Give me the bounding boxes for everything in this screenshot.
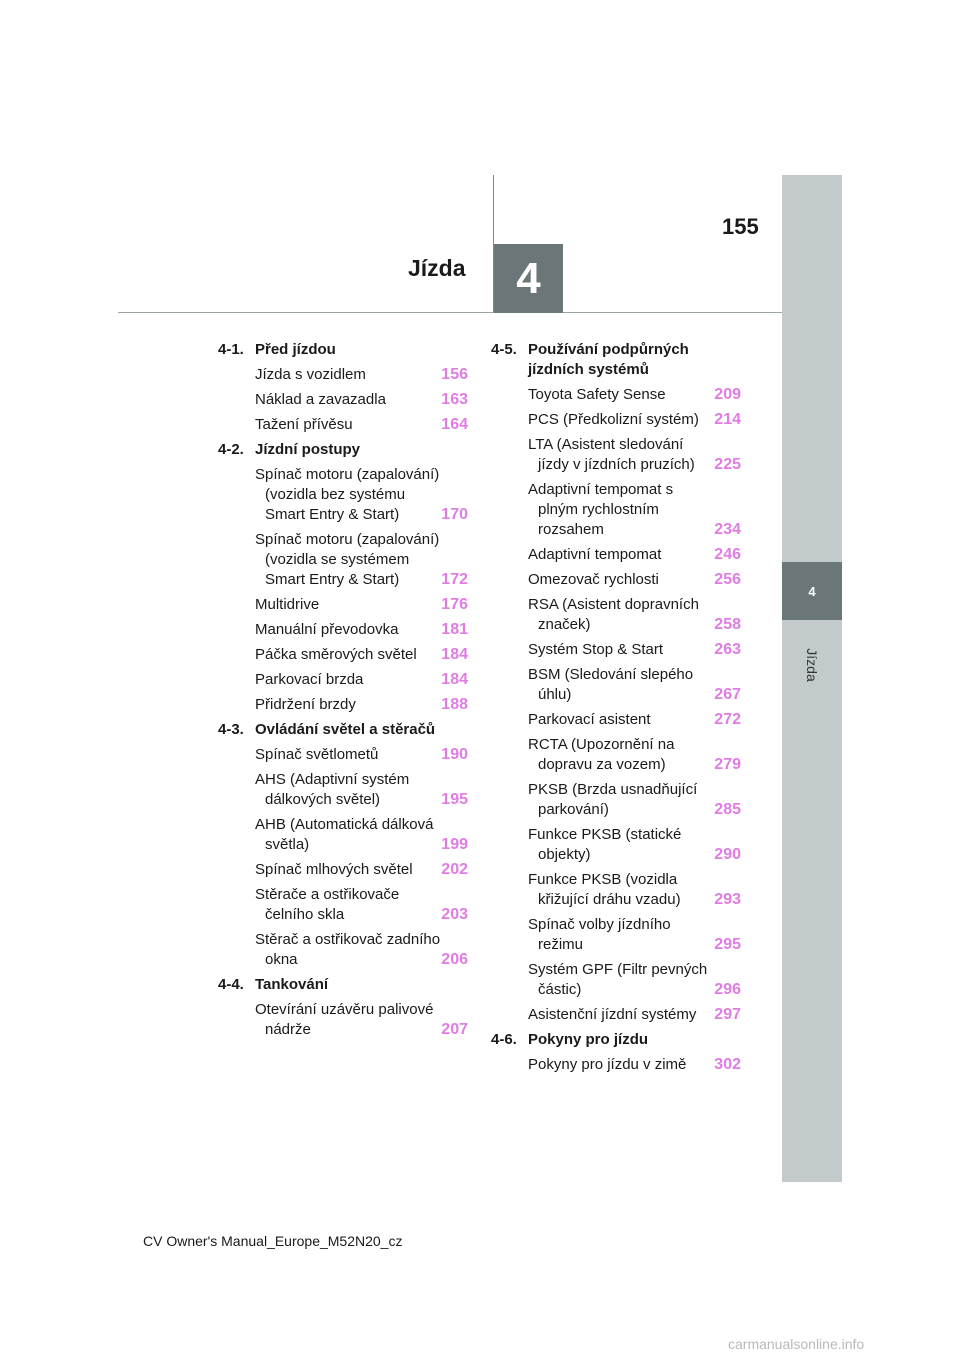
toc-entry-text [255, 465, 440, 525]
toc-section-title: Jízdní postupy [255, 441, 360, 458]
toc-page-link[interactable]: 206 [441, 951, 468, 968]
toc-section-title: Používání podpůrných jízdních systémů [528, 341, 689, 378]
toc-entry-text [255, 745, 440, 765]
toc-section [218, 720, 468, 740]
toc-entry[interactable] [255, 1000, 468, 1040]
toc-entry-label: Spínač motoru (zapalování) (vozidla bez systému Smart Entry & Start) [255, 466, 440, 523]
toc-entry-text [528, 710, 713, 730]
toc-entry-text [255, 530, 440, 590]
toc-entry-text [255, 885, 440, 925]
toc-entry-text [255, 645, 440, 665]
toc-entry[interactable] [528, 1055, 741, 1075]
toc-page-link[interactable]: 163 [441, 391, 468, 408]
toc-page-link[interactable]: 188 [441, 696, 468, 713]
toc-entry[interactable] [255, 415, 468, 435]
toc-page-link[interactable]: 279 [714, 756, 741, 773]
toc-entry-label: Stěrače a ostřikovače čelního skla [255, 886, 400, 923]
toc-page-link[interactable]: 263 [714, 641, 741, 658]
toc-entry[interactable] [255, 390, 468, 410]
toc-entry-text [255, 365, 440, 385]
toc-entry-label: RSA (Asistent dopravních značek) [528, 596, 699, 633]
toc-entry-label: AHB (Automatická dálková světla) [255, 816, 434, 853]
toc-entry-label: Funkce PKSB (statické objekty) [528, 826, 682, 863]
toc-page-link[interactable]: 246 [714, 546, 741, 563]
toc-entry-text [528, 870, 713, 910]
toc-entry-label: Systém GPF (Filtr pevných částic) [528, 961, 708, 998]
toc-entry-label: LTA (Asistent sledování jízdy v jízdních pruzích) [528, 436, 695, 473]
toc-page-link[interactable]: 203 [441, 906, 468, 923]
header-horizontal-rule [118, 312, 782, 313]
toc-entry[interactable] [528, 960, 741, 1000]
toc-entry-text [255, 815, 440, 855]
toc-entry-label: Multidrive [255, 596, 320, 613]
toc-entry-label: Parkovací brzda [255, 671, 364, 688]
toc-entry[interactable] [255, 465, 468, 525]
toc-entry[interactable] [528, 570, 741, 590]
toc-page-link[interactable]: 302 [714, 1056, 741, 1073]
toc-entry-text [255, 695, 440, 715]
side-tab-label: Jízda [804, 648, 820, 682]
toc-entry-label: Parkovací asistent [528, 711, 651, 728]
toc-section-number: 4-6. [491, 1031, 517, 1048]
footer-manual-id: CV Owner's Manual_Europe_M52N20_cz [143, 1233, 403, 1249]
toc-entry-text [528, 480, 713, 540]
toc-entry-text [528, 435, 713, 475]
toc-page-link[interactable]: 199 [441, 836, 468, 853]
toc-page-link[interactable]: 290 [714, 846, 741, 863]
toc-section-title: Ovládání světel a stěračů [255, 721, 436, 738]
toc-entry-label: Spínač mlhových světel [255, 861, 413, 878]
toc-page-link[interactable]: 195 [441, 791, 468, 808]
toc-entry-text [255, 415, 440, 435]
toc-entry-text [255, 1000, 440, 1040]
toc-page-link[interactable]: 285 [714, 801, 741, 818]
toc-entry-label: Spínač motoru (zapalování) (vozidla se systémem Smart Entry & Start) [255, 531, 440, 588]
toc-entry-text [528, 960, 713, 1000]
toc-entry-label: Náklad a zavazadla [255, 391, 386, 408]
toc-page-link[interactable]: 258 [714, 616, 741, 633]
toc-entry[interactable] [528, 595, 741, 635]
toc-entry[interactable] [528, 710, 741, 730]
toc-entry[interactable] [528, 410, 741, 430]
chapter-title: Jízda [408, 255, 466, 281]
toc-entry[interactable] [255, 885, 468, 925]
toc-section-title: Tankování [255, 976, 329, 993]
toc-entry[interactable] [255, 695, 468, 715]
toc-page-link[interactable]: 225 [714, 456, 741, 473]
toc-entry[interactable] [255, 620, 468, 640]
toc-entry-text [528, 665, 713, 705]
toc-entry-label: Toyota Safety Sense [528, 386, 666, 403]
toc-section [491, 1030, 741, 1050]
toc-entry-text [528, 385, 713, 405]
toc-entry-label: Adaptivní tempomat [528, 546, 662, 563]
toc-page-link[interactable]: 296 [714, 981, 741, 998]
toc-entry[interactable] [255, 365, 468, 385]
toc-page-link[interactable]: 256 [714, 571, 741, 588]
toc-entry-text [528, 1055, 713, 1075]
toc-section-number: 4-2. [218, 441, 244, 458]
toc-section-number: 4-1. [218, 341, 244, 358]
toc-page-link[interactable]: 209 [714, 386, 741, 403]
toc-entry[interactable] [528, 870, 741, 910]
toc-entry[interactable] [528, 1005, 741, 1025]
toc-entry-text [255, 930, 440, 970]
toc-entry-label: Stěrač a ostřikovač zadního okna [255, 931, 441, 968]
toc-section [491, 340, 741, 380]
toc-entry-label: Omezovač rychlosti [528, 571, 659, 588]
side-tab-number[interactable]: 4 [782, 562, 842, 620]
toc-page-link[interactable]: 267 [714, 686, 741, 703]
toc-page-link[interactable]: 184 [441, 646, 468, 663]
page-number: 155 [722, 214, 759, 239]
toc-page-link[interactable]: 207 [441, 1021, 468, 1038]
toc-entry-text [255, 860, 440, 880]
watermark: carmanualsonline.info [728, 1336, 865, 1352]
toc-section [218, 975, 468, 995]
toc-entry[interactable] [528, 385, 741, 405]
toc-entry-label: Funkce PKSB (vozidla křižující dráhu vzadu) [528, 871, 681, 908]
toc-entry-label: Spínač světlometů [255, 746, 379, 763]
toc-entry-label: Systém Stop & Start [528, 641, 664, 658]
toc-entry-label: PKSB (Brzda usnadňující parkování) [528, 781, 698, 818]
toc-section-title: Před jízdou [255, 341, 336, 358]
toc-page-link[interactable]: 295 [714, 936, 741, 953]
toc-entry-text [255, 595, 440, 615]
toc-entry-label: Asistenční jízdní systémy [528, 1006, 697, 1023]
toc-entry-text [255, 670, 440, 690]
toc-entry[interactable] [255, 645, 468, 665]
toc-entry-text [528, 735, 713, 775]
toc-entry-label: Přidržení brzdy [255, 696, 356, 713]
toc-page-link[interactable]: 297 [714, 1006, 741, 1023]
toc-entry[interactable] [528, 825, 741, 865]
toc-entry-label: RCTA (Upozornění na dopravu za vozem) [528, 736, 675, 773]
toc-section-title: Pokyny pro jízdu [528, 1031, 649, 1048]
toc-entry-label: Otevírání uzávěru palivové nádrže [255, 1001, 434, 1038]
toc-section-number: 4-5. [491, 341, 517, 358]
toc-section-number: 4-3. [218, 721, 244, 738]
toc-entry[interactable] [255, 670, 468, 690]
toc-entry[interactable] [255, 770, 468, 810]
toc-entry-label: Manuální převodovka [255, 621, 399, 638]
toc-entry-text [255, 620, 440, 640]
toc-entry-text [528, 780, 713, 820]
toc-entry[interactable] [528, 435, 741, 475]
toc-section [218, 440, 468, 460]
toc-entry-label: Adaptivní tempomat s plným rychlostním rozsahem [528, 481, 674, 538]
toc-entry[interactable] [255, 745, 468, 765]
toc-entry[interactable] [528, 545, 741, 565]
toc-entry-text [528, 640, 713, 660]
toc-section-number: 4-4. [218, 976, 244, 993]
toc-right-column [491, 340, 741, 1080]
toc-page-link[interactable]: 214 [714, 411, 741, 428]
toc-entry[interactable] [255, 930, 468, 970]
toc-entry-label: Spínač volby jízdního režimu [528, 916, 671, 953]
toc-entry[interactable] [255, 815, 468, 855]
toc-entry[interactable] [255, 595, 468, 615]
toc-entry-text [255, 390, 440, 410]
toc-entry-label: PCS (Předkolizní systém) [528, 411, 699, 428]
toc-entry[interactable] [528, 480, 741, 540]
toc-entry-label: Pokyny pro jízdu v zimě [528, 1056, 687, 1073]
chapter-number-box: 4 [494, 244, 563, 313]
toc-entry[interactable] [528, 915, 741, 955]
toc-entry[interactable] [528, 780, 741, 820]
toc-page-link[interactable]: 293 [714, 891, 741, 908]
toc-entry[interactable] [255, 530, 468, 590]
toc-entry-label: Páčka směrových světel [255, 646, 417, 663]
toc-section [218, 340, 468, 360]
toc-entry-text [528, 1005, 713, 1025]
toc-page-link[interactable]: 202 [441, 861, 468, 878]
toc-entry-text [528, 410, 713, 430]
toc-entry-label: BSM (Sledování slepého úhlu) [528, 666, 694, 703]
toc-entry-text [255, 770, 440, 810]
toc-entry[interactable] [528, 665, 741, 705]
toc-page-link[interactable]: 234 [714, 521, 741, 538]
toc-page-link[interactable]: 176 [441, 596, 468, 613]
toc-entry-text [528, 545, 713, 565]
toc-page-link[interactable]: 156 [441, 366, 468, 383]
toc-page-link[interactable]: 170 [441, 506, 468, 523]
toc-page-link[interactable]: 164 [441, 416, 468, 433]
toc-page-link[interactable]: 190 [441, 746, 468, 763]
toc-page-link[interactable]: 272 [714, 711, 741, 728]
toc-left-column [218, 340, 468, 1045]
toc-entry-text [528, 825, 713, 865]
toc-page-link[interactable]: 181 [441, 621, 468, 638]
toc-entry-label: AHS (Adaptivní systém dálkových světel) [255, 771, 410, 808]
toc-entry-label: Tažení přívěsu [255, 416, 353, 433]
toc-entry-text [528, 915, 713, 955]
toc-entry-label: Jízda s vozidlem [255, 366, 366, 383]
toc-page-link[interactable]: 172 [441, 571, 468, 588]
toc-page-link[interactable]: 184 [441, 671, 468, 688]
toc-entry[interactable] [528, 735, 741, 775]
toc-entry[interactable] [255, 860, 468, 880]
toc-entry-text [528, 570, 713, 590]
toc-entry-text [528, 595, 713, 635]
toc-entry[interactable] [528, 640, 741, 660]
